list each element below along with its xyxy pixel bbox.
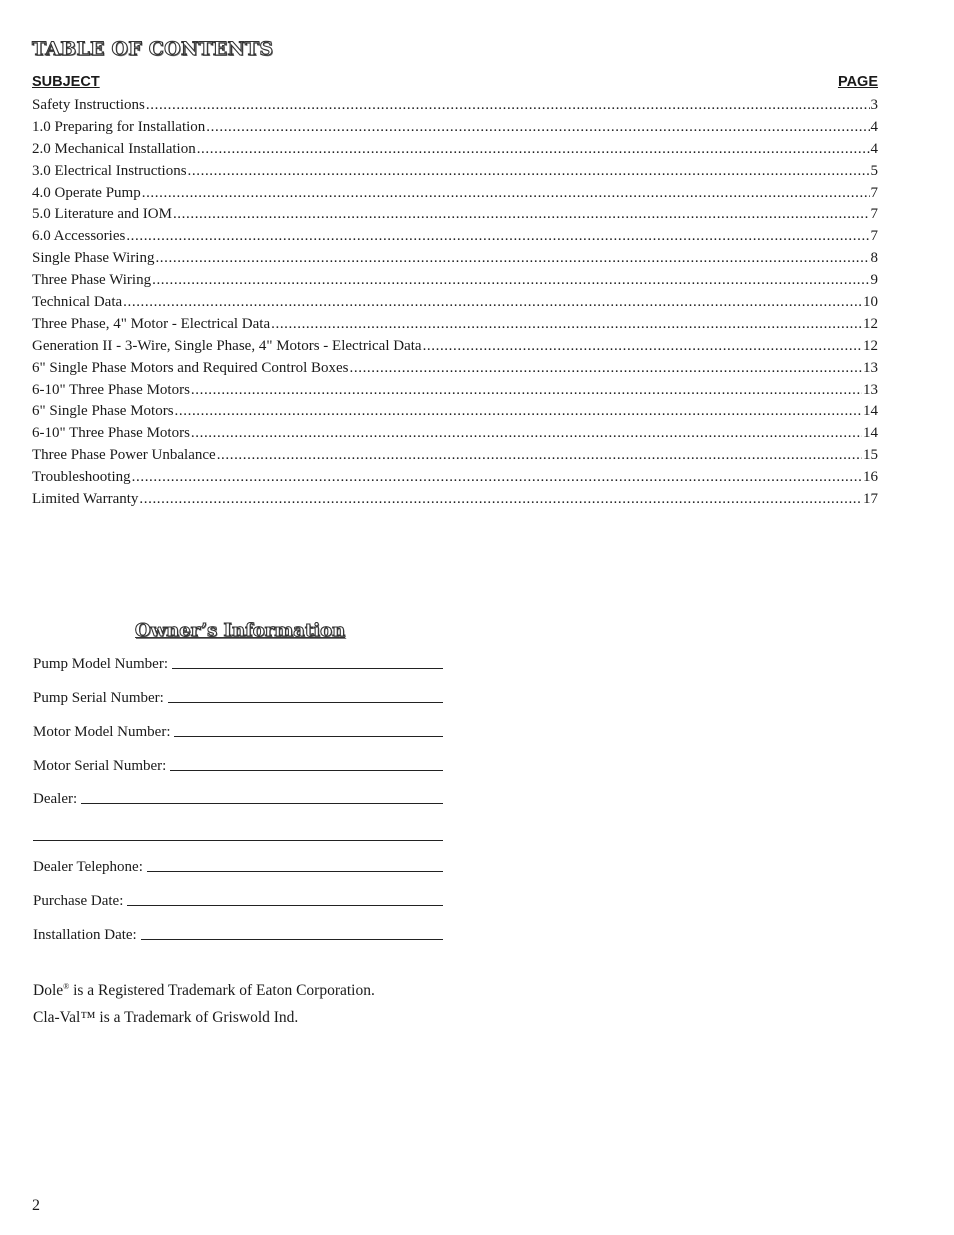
- motor-serial-field[interactable]: Motor Serial Number:: [33, 758, 443, 775]
- claval-trademark: Cla-Val™ is a Trademark of Griswold Ind.: [33, 1009, 299, 1026]
- motor-model-field[interactable]: Motor Model Number:: [33, 724, 443, 741]
- toc-entry: 5.0 Literature and IOM ..... 7: [32, 204, 878, 226]
- subject-header: SUBJECT: [32, 74, 100, 90]
- page-number: 2: [32, 1197, 40, 1214]
- toc-entry: Three Phase Wiring ..... 9: [32, 270, 878, 292]
- dealer-telephone-field[interactable]: Dealer Telephone:: [33, 859, 443, 876]
- toc-entry: 4.0 Operate Pump ..... 7: [32, 183, 878, 205]
- toc-entry: 6-10" Three Phase Motors ..... 14: [32, 423, 878, 445]
- toc-entry: 1.0 Preparing for Installation ..... 4: [32, 117, 878, 139]
- toc-entry: 6.0 Accessories ..... 7: [32, 226, 878, 248]
- toc-entry: Safety Instructions ..... 3: [32, 95, 878, 117]
- page-header: PAGE: [837, 74, 878, 90]
- toc-list: [32, 95, 878, 511]
- installation-date-field[interactable]: Installation Date:: [33, 927, 443, 944]
- dealer-second-line[interactable]: [33, 840, 443, 841]
- dealer-field[interactable]: Dealer:: [33, 791, 443, 808]
- pump-model-field[interactable]: Pump Model Number:: [33, 656, 443, 673]
- toc-entry: 6" Single Phase Motors ..... 14: [32, 401, 878, 423]
- toc-entry: 6-10" Three Phase Motors ..... 13: [32, 380, 878, 402]
- toc-entry: 6" Single Phase Motors and Required Control Boxes ..... 13: [32, 358, 878, 380]
- toc-entry: Limited Warranty ..... 17: [32, 489, 878, 511]
- toc-entry: Three Phase, 4" Motor - Electrical Data ..... 12: [32, 314, 878, 336]
- purchase-date-field[interactable]: Purchase Date:: [33, 893, 443, 910]
- toc-entry: Generation II - 3-Wire, Single Phase, 4" Motors - Electrical Data ..... 12: [32, 336, 878, 358]
- toc-entry: Three Phase Power Unbalance ..... 15: [32, 445, 878, 467]
- owner-info-title: Owner’s Information: [135, 620, 346, 641]
- toc-title: TABLE OF CONTENTS: [32, 38, 274, 60]
- pump-serial-field[interactable]: Pump Serial Number:: [33, 690, 443, 707]
- dole-trademark: Dole® is a Registered Trademark of Eaton Corporation.: [33, 982, 375, 1000]
- toc-entry: Troubleshooting ..... 16: [32, 467, 878, 489]
- toc-entry: 3.0 Electrical Instructions ..... 5: [32, 161, 878, 183]
- toc-entry: Single Phase Wiring ..... 8: [32, 248, 878, 270]
- toc-header: [32, 74, 878, 90]
- toc-entry: Technical Data ..... 10: [32, 292, 878, 314]
- toc-entry: 2.0 Mechanical Installation ..... 4: [32, 139, 878, 161]
